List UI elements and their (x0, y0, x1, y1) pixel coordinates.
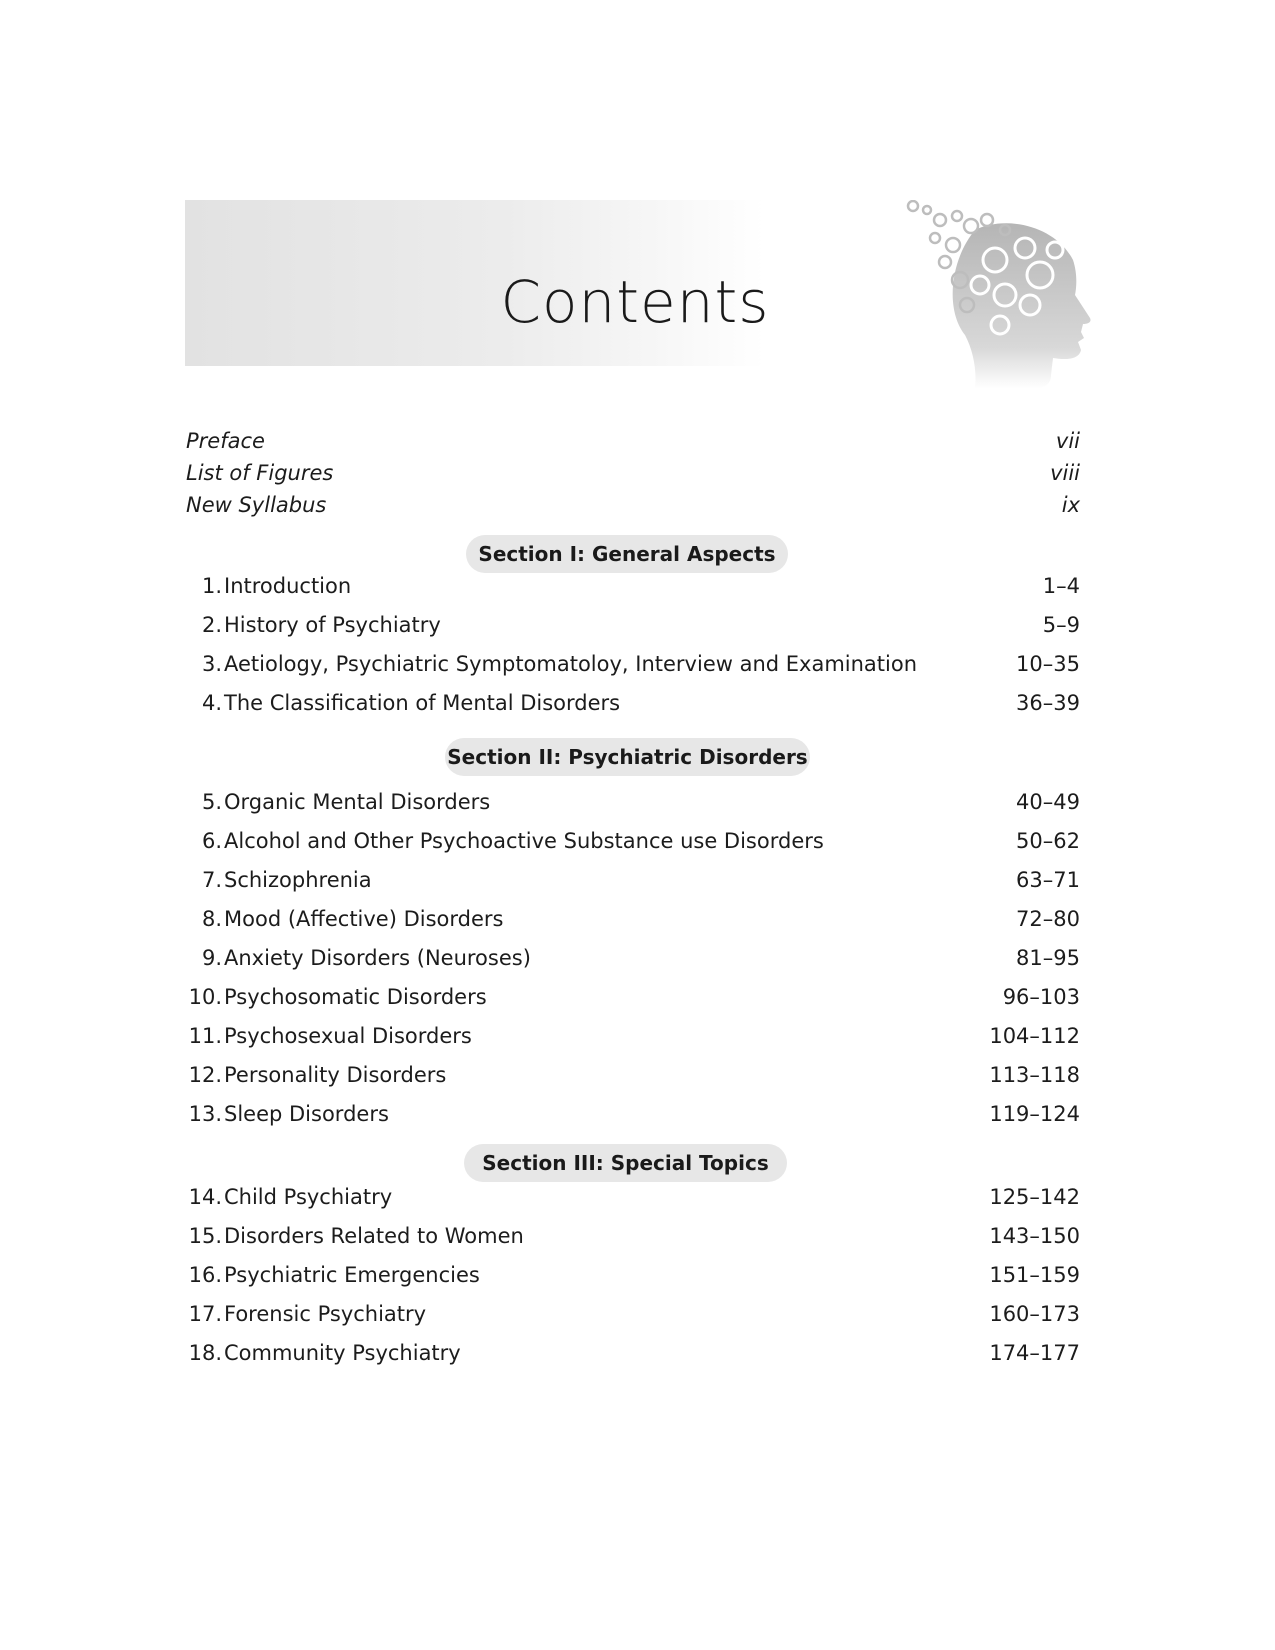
chapter-pages: 72–80 (1016, 907, 1080, 931)
chapter-number: 10. (188, 985, 222, 1009)
chapter-number: 13. (188, 1102, 222, 1126)
toc-entry[interactable] (186, 1097, 1080, 1131)
chapter-number: 12. (188, 1063, 222, 1087)
chapter-title: The Classification of Mental Disorders (224, 691, 621, 715)
chapter-number: 18. (188, 1341, 222, 1365)
chapter-pages: 113–118 (989, 1063, 1080, 1087)
toc-entry[interactable] (186, 1297, 1080, 1331)
chapter-pages: 5–9 (1042, 613, 1080, 637)
front-matter-label: Preface (186, 429, 265, 453)
toc-entry[interactable] (186, 569, 1080, 603)
chapter-title: Alcohol and Other Psychoactive Substance use Disorders (224, 829, 824, 853)
chapter-title: History of Psychiatry (224, 613, 441, 637)
chapter-title: Forensic Psychiatry (224, 1302, 427, 1326)
chapter-pages: 10–35 (1016, 652, 1080, 676)
chapter-pages: 119–124 (989, 1102, 1080, 1126)
toc-entry[interactable] (186, 1019, 1080, 1053)
toc-entry[interactable] (186, 608, 1080, 642)
chapter-number: 16. (188, 1263, 222, 1287)
front-matter-preface[interactable] (186, 424, 1080, 458)
toc-entry[interactable] (186, 1336, 1080, 1370)
chapter-pages: 40–49 (1016, 790, 1080, 814)
chapter-number: 6. (201, 829, 222, 853)
chapter-number: 2. (201, 613, 222, 637)
chapter-title: Personality Disorders (224, 1063, 447, 1087)
chapter-pages: 143–150 (989, 1224, 1080, 1248)
toc-entry[interactable] (186, 686, 1080, 720)
toc-entry[interactable] (186, 1258, 1080, 1292)
chapter-number: 14. (188, 1185, 222, 1209)
chapter-pages: 36–39 (1016, 691, 1080, 715)
chapter-number: 3. (201, 652, 222, 676)
chapter-title: Mood (Affective) Disorders (224, 907, 504, 931)
chapter-title: Organic Mental Disorders (224, 790, 491, 814)
section-heading-3: Section III: Special Topics (464, 1144, 787, 1182)
front-matter-pages: viii (1050, 461, 1080, 485)
chapter-number: 4. (201, 691, 222, 715)
chapter-number: 5. (201, 790, 222, 814)
chapter-pages: 81–95 (1016, 946, 1080, 970)
toc-entry[interactable] (186, 785, 1080, 819)
front-matter-label: New Syllabus (186, 493, 327, 517)
toc-entry[interactable] (186, 1219, 1080, 1253)
chapter-title: Psychosomatic Disorders (224, 985, 487, 1009)
page-title: Contents (500, 268, 770, 336)
toc-entry[interactable] (186, 941, 1080, 975)
chapter-title: Community Psychiatry (224, 1341, 461, 1365)
front-matter-label: List of Figures (186, 461, 334, 485)
front-matter-new-syllabus[interactable] (186, 488, 1080, 522)
chapter-pages: 50–62 (1016, 829, 1080, 853)
chapter-title: Sleep Disorders (224, 1102, 389, 1126)
section-heading-2: Section II: Psychiatric Disorders (445, 738, 810, 776)
chapter-pages: 104–112 (989, 1024, 1080, 1048)
chapter-title: Psychiatric Emergencies (224, 1263, 480, 1287)
chapter-pages: 174–177 (989, 1341, 1080, 1365)
chapter-title: Aetiology, Psychiatric Symptomatoloy, Interview and Examination (224, 652, 918, 676)
toc-entry[interactable] (186, 863, 1080, 897)
front-matter-pages: ix (1061, 493, 1080, 517)
toc-entry[interactable] (186, 824, 1080, 858)
front-matter-pages: vii (1055, 429, 1080, 453)
chapter-pages: 125–142 (989, 1185, 1080, 1209)
chapter-number: 9. (201, 946, 222, 970)
chapter-number: 1. (201, 574, 222, 598)
toc-entry[interactable] (186, 1180, 1080, 1214)
chapter-title: Introduction (224, 574, 352, 598)
chapter-number: 15. (188, 1224, 222, 1248)
head-gears-icon (905, 200, 1105, 390)
chapter-title: Child Psychiatry (224, 1185, 393, 1209)
toc-entry[interactable] (186, 647, 1080, 681)
front-matter-list-of-figures[interactable] (186, 456, 1080, 490)
toc-entry[interactable] (186, 980, 1080, 1014)
chapter-pages: 63–71 (1016, 868, 1080, 892)
chapter-title: Psychosexual Disorders (224, 1024, 472, 1048)
chapter-pages: 96–103 (1002, 985, 1080, 1009)
toc-entry[interactable] (186, 1058, 1080, 1092)
section-heading-1: Section I: General Aspects (466, 535, 788, 573)
chapter-number: 17. (188, 1302, 222, 1326)
chapter-title: Disorders Related to Women (224, 1224, 524, 1248)
chapter-number: 7. (201, 868, 222, 892)
chapter-pages: 160–173 (989, 1302, 1080, 1326)
chapter-title: Schizophrenia (224, 868, 372, 892)
chapter-pages: 1–4 (1042, 574, 1080, 598)
chapter-title: Anxiety Disorders (Neuroses) (224, 946, 531, 970)
toc-entry[interactable] (186, 902, 1080, 936)
chapter-pages: 151–159 (989, 1263, 1080, 1287)
chapter-number: 8. (201, 907, 222, 931)
chapter-number: 11. (188, 1024, 222, 1048)
